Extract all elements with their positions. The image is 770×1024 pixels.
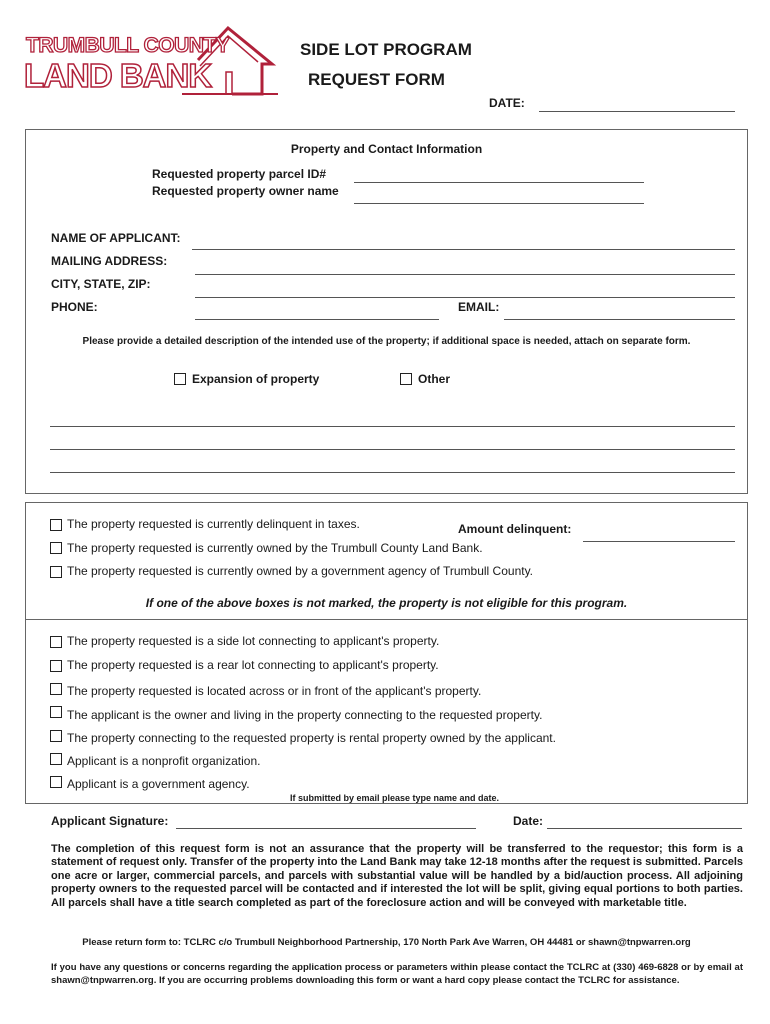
description-line-2[interactable] [50,449,735,450]
parcel-id-label: Requested property parcel ID# [152,167,327,181]
signature-date-field[interactable] [547,828,742,829]
applicant-name-label: NAME OF APPLICANT: [51,231,181,245]
eligibility-checkbox-1[interactable] [50,519,62,531]
amount-delinquent-field[interactable] [583,541,735,542]
description-line-1[interactable] [50,426,735,427]
qualification-item-4: The applicant is the owner and living in the property connecting to the requested property. [67,708,543,722]
qualification-checkbox-1[interactable] [50,636,62,648]
eligibility-checkbox-3[interactable] [50,566,62,578]
eligibility-item-2: The property requested is currently owned by the Trumbull County Land Bank. [67,541,483,555]
qualification-item-5: The property connecting to the requested property is rental property owned by the applicant. [67,731,556,745]
logo-line-2: LAND BANK [24,57,212,94]
email-submission-note: If submitted by email please type name and date. [290,793,500,803]
qualification-checkbox-7[interactable] [50,776,62,788]
applicant-signature-label: Applicant Signature: [51,814,169,828]
date-label: DATE: [489,96,525,110]
qualification-item-7: Applicant is a government agency. [67,777,250,791]
email-field[interactable] [504,319,735,320]
qualification-checkbox-3[interactable] [50,683,62,695]
email-label: EMAIL: [458,300,500,314]
qualification-item-2: The property requested is a rear lot connecting to applicant's property. [67,658,439,672]
phone-field[interactable] [195,319,439,320]
logo-line-1: TRUMBULL COUNTY [26,34,230,57]
applicant-name-field[interactable] [192,249,735,250]
section-title: Property and Contact Information [290,142,483,156]
qualification-item-6: Applicant is a nonprofit organization. [67,754,261,768]
eligibility-warning: If one of the above boxes is not marked, the property is not eligible for this program. [145,596,628,610]
city-state-zip-field[interactable] [195,297,735,298]
mailing-address-field[interactable] [195,274,735,275]
mailing-address-label: MAILING ADDRESS: [51,254,168,268]
expansion-label: Expansion of property [192,372,320,386]
section-divider [25,619,748,620]
return-instructions: Please return form to: TCLRC c/o Trumbull Neighborhood Partnership, 170 North Park Ave Warren, OH 44481 or shawn@tnpwarren.org [82,937,691,948]
other-label: Other [418,372,451,386]
qualification-checkbox-5[interactable] [50,730,62,742]
eligibility-checkbox-2[interactable] [50,542,62,554]
city-state-zip-label: CITY, STATE, ZIP: [51,277,151,291]
form-title-line-2: REQUEST FORM [308,70,445,89]
property-contact-section [25,129,748,494]
contact-information: If you have any questions or concerns regarding the application process or parameters within please contact the TCLRC at (330) 469-6828 or by email at shawn@tnpwarren.org. If you are occurring problems downloading this form or want a hard copy please contact the TCLRC for assistance. [51,962,743,986]
land-bank-logo [22,20,282,102]
phone-label: PHONE: [51,300,98,314]
amount-delinquent-label: Amount delinquent: [458,522,572,536]
owner-name-label: Requested property owner name [152,184,339,198]
parcel-id-field[interactable] [354,182,644,183]
applicant-signature-field[interactable] [176,828,476,829]
date-field[interactable] [539,111,735,112]
qualification-checkbox-4[interactable] [50,706,62,718]
other-checkbox[interactable] [400,373,412,385]
eligibility-item-1: The property requested is currently delinquent in taxes. [67,517,360,531]
signature-date-label: Date: [513,814,544,828]
owner-name-field[interactable] [354,203,644,204]
qualification-checkbox-2[interactable] [50,660,62,672]
transfer-disclaimer: The completion of this request form is not an assurance that the property will be transferred to the requestor; this form is a statement of request only. Transfer of the property into the Land Bank may take 12-18 months after the request is submitted. Parcels one acre or larger, commercial parcels, and parcels with substantial value will be handled by a bid/auction process. All adjoining property owners to the requested parcel will be contacted and if interested the lot will be split, giving equal portions to both parties. All parcels shall have a title search completed as part of the foreclosure action and will be conveyed with marketable title. [51,843,743,909]
description-line-3[interactable] [50,472,735,473]
eligibility-item-3: The property requested is currently owned by a government agency of Trumbull County. [67,564,534,578]
qualification-item-1: The property requested is a side lot connecting to applicant's property. [67,634,440,648]
use-description-instruction: Please provide a detailed description of the intended use of the property; if additional space is needed, attach on separate form. [82,336,691,347]
form-title-line-1: SIDE LOT PROGRAM [300,40,472,59]
expansion-checkbox[interactable] [174,373,186,385]
qualification-item-3: The property requested is located across or in front of the applicant's property. [67,684,482,698]
qualification-checkbox-6[interactable] [50,753,62,765]
